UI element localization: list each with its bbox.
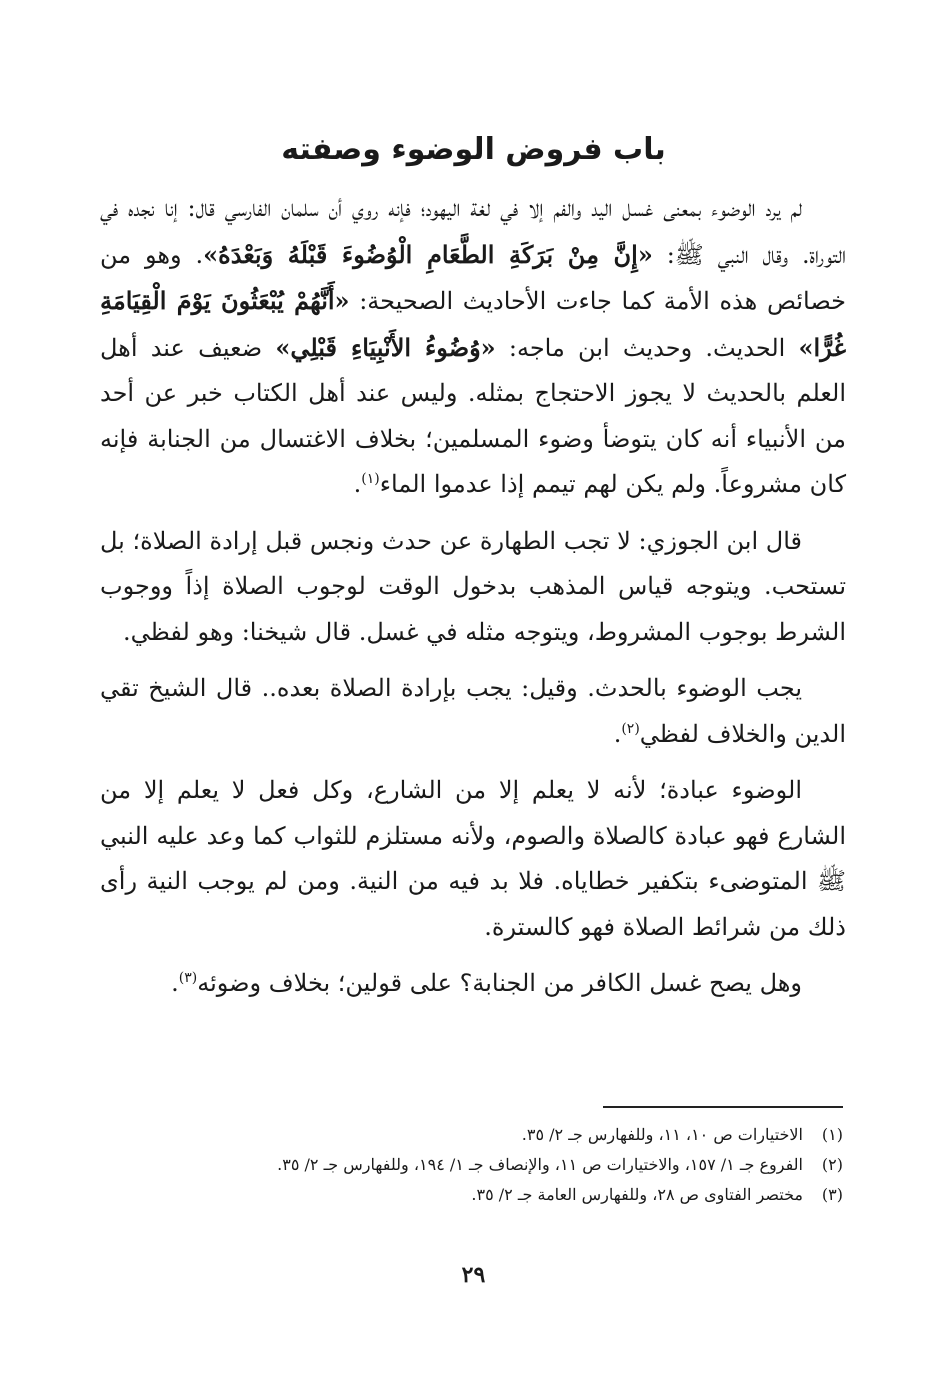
text-run: . وهو من خصائص هذه الأمة كما جاءت الأحاديث الصحيحة: [100, 240, 846, 315]
footnote-ref: (١) [361, 471, 380, 487]
footnote-text: مختصر الفتاوى ص ٢٨، وللفهارس العامة جـ ٢/ ٣٥. [471, 1185, 803, 1204]
footnote-text: الاختيارات ص ١٠، ١١، وللفهارس جـ ٢/ ٣٥. [521, 1125, 803, 1144]
footnote [103, 1120, 843, 1150]
text-run: قال ابن الجوزي: لا تجب الطهارة عن حدث ونجس قبل إرادة الصلاة؛ بل تستحب. ويتوجه قياس المذهب بدخول الوقت لوجوب الصلاة إذاً ووجوب الشرط بوجوب المشروط، ويتوجه مثله في غسل. قال شيخنا: وهو لفظي. [100, 526, 846, 646]
footnote-ref: (٢) [621, 720, 640, 737]
hadith-quote: «وُضُوءُ الأَنْبِيَاءِ قَبْلِي» [275, 332, 496, 362]
text-run: الحديث. وحديث ابن ماجه: [495, 333, 799, 362]
page-number: ٢٩ [461, 1262, 486, 1288]
footnote-divider [603, 1106, 843, 1108]
paragraph [100, 519, 846, 656]
footnote [103, 1150, 843, 1180]
text-run: الوضوء عبادة؛ لأنه لا يعلم إلا من الشارع، وكل فعل لا يعلم إلا من الشارع فهو عبادة كالصلاة والصوم، ولأنه مستلزم للثواب كما وعد عليه النبي ﷺ المتوضىء بتكفير خطاياه. فلا بد فيه من النية. ومن لم يوجب النية رأى ذلك من شرائط الصلاة فهو كالسترة. [100, 776, 846, 941]
footnote [103, 1180, 843, 1210]
chapter-title: باب فروض الوضوء وصفته [281, 132, 666, 167]
hadith-quote: «إِنَّ مِنْ بَرَكَةِ الطَّعَامِ الْوُضُوءَ قَبْلَهُ وَبَعْدَهُ» [203, 239, 653, 269]
footnotes [103, 1120, 843, 1210]
text-run: . [353, 470, 362, 498]
footnote-ref: (٣) [178, 970, 198, 986]
hadith-quote: «أَنَّهُمْ يُبْعَثُونَ يَوْمَ الْقِيَامَةِ غُرًّا» [100, 286, 846, 362]
footnote-number: (١) [821, 1125, 843, 1144]
text-run: . [171, 969, 179, 997]
text-run: ضعيف عند أهل العلم بالحديث لا يجوز الاحتجاج بمثله. وليس عند أهل الكتاب خبر عن أحد من الأنبياء أنه كان يتوضأ وضوء المسلمين؛ بخلاف الاغتسال من الجنابة فإنه كان مشروعاً. ولم يكن لهم تيمم إذا عدموا الماء [100, 333, 846, 498]
text-run: وهل يصح غسل الكافر من الجنابة؟ على قولين؛ بخلاف وضوئه [197, 969, 802, 997]
footnote-number: (٢) [821, 1155, 843, 1174]
footnote-text: الفروع جـ ١/ ١٥٧، والاختيارات ص ١١، والإنصاف جـ ١/ ١٩٤، وللفهارس جـ ٢/ ٣٥. [277, 1155, 803, 1174]
text-run: يجب الوضوء بالحدث. وقيل: يجب بإرادة الصلاة بعده.. قال الشيخ تقي الدين والخلاف لفظي [100, 674, 846, 748]
paragraph [100, 768, 846, 950]
paragraph [100, 186, 846, 508]
text-run: لم يرد الوضوء بمعنى غسل اليد والفم إلا في لغة اليهود؛ فإنه روي أن سلمان الفارسي قال: إنا نجده في التوراة. وقال النبي ﷺ: [100, 194, 846, 269]
text-run: . [613, 719, 622, 748]
main-text [100, 186, 846, 1018]
paragraph [100, 666, 846, 757]
footnote-number: (٣) [821, 1185, 843, 1204]
paragraph [100, 961, 846, 1007]
